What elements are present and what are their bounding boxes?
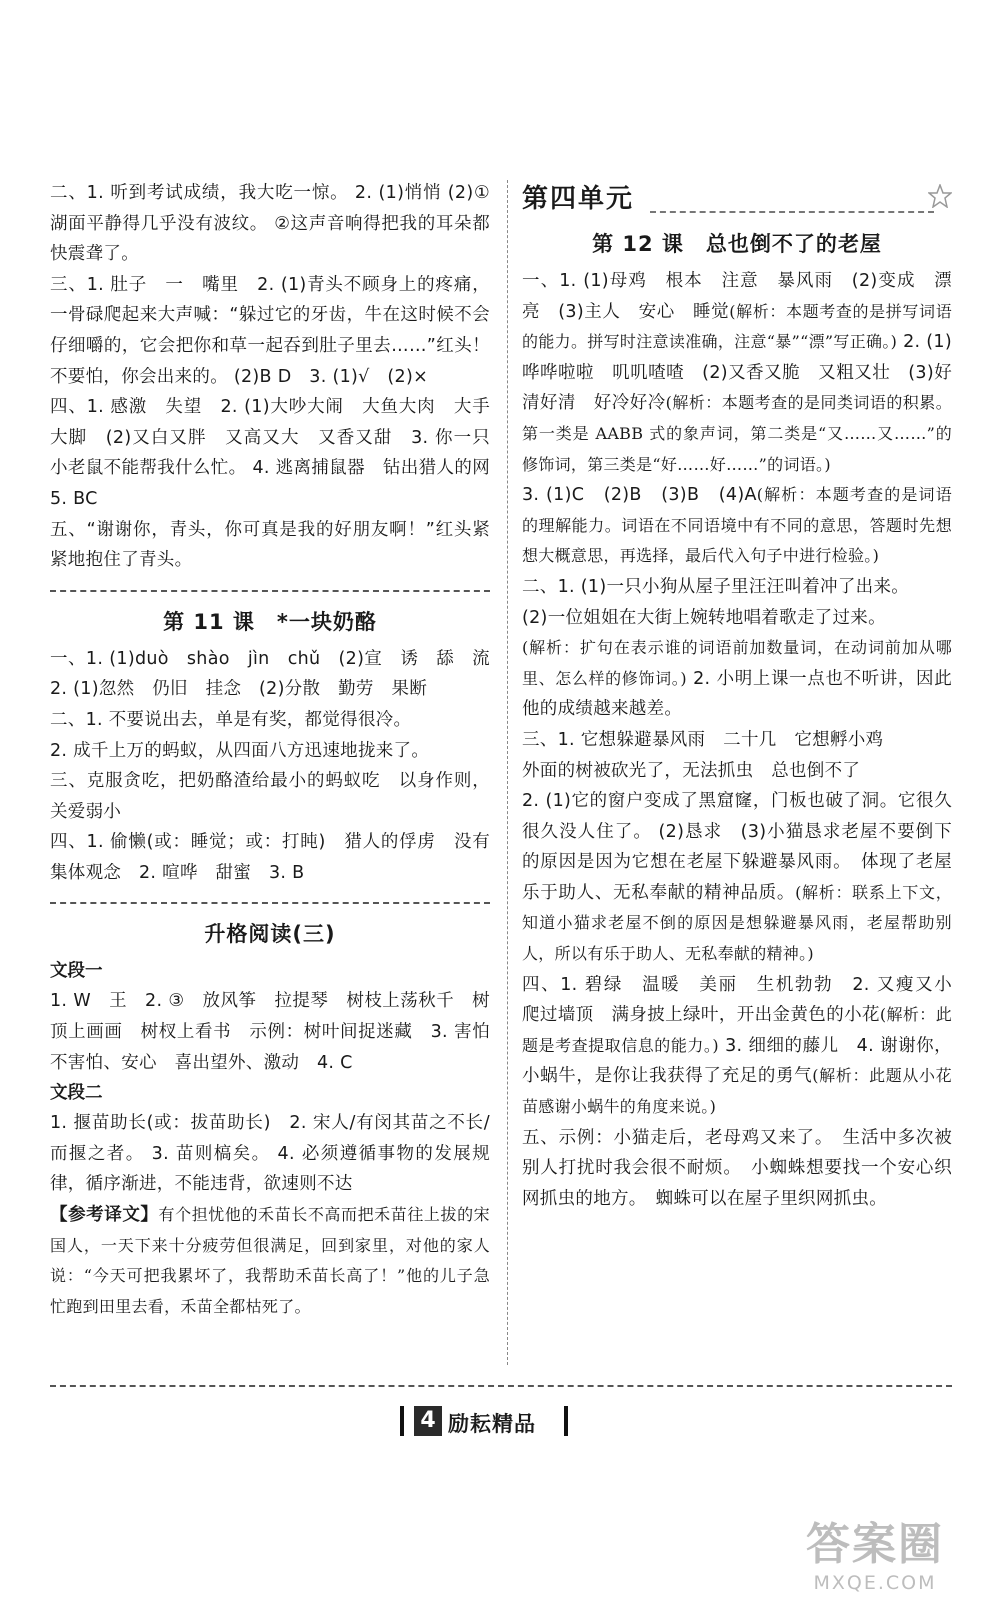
- analysis-note: (解析：此题从小花苗感谢小蜗牛的角度来说。): [522, 1066, 952, 1117]
- answer-block: [522, 786, 952, 970]
- analysis-note: (解析：本题考查的是词语的理解能力。词语在不同语境中有不同的意思，答题时先想想大概意思，再选择，最后代入句子中进行检验。): [522, 485, 953, 566]
- analysis-note: (解析：本题考查的是拼写词语的能力。拼写时注意读准确，注意“暴”“漂”写正确。): [522, 301, 952, 352]
- answer-text: 2. (1)它的窗户变成了黑窟窿，门板也破了洞。它很久很久没人住了。 (2)恳求 (3)小猫恳求老屋不要倒下的原因是因为它想在老屋下躲避暴风雨。 体现了老屋乐于助人、无私奉献的精神品质。: [522, 791, 952, 903]
- answer-text: 2. 小明上课一点也不听讲，因此他的成绩越来越差。: [522, 668, 952, 720]
- site-watermark: [770, 1508, 980, 1592]
- answer-block: 五、“谢谢你，青头，你可真是我的好朋友啊！”红头紧紧地抱住了青头。: [50, 519, 490, 571]
- analysis-note: (解析：此题是考查提取信息的能力。): [522, 1005, 952, 1055]
- answer-block: 五、示例：小猫走后，老母鸡又来了。 生活中多次被别人打扰时我会很不耐烦。 小蜘蛛想要找一个安心织网抓虫的地方。 蜘蛛可以在屋子里织网抓虫。: [522, 1127, 952, 1209]
- bottom-separator: [50, 1385, 952, 1387]
- column-divider: [507, 180, 508, 1365]
- answer-text: 2. (1)哗哗啦啦 叽叽喳喳 (2)又香又脆 又粗又壮 (3)好清好清 好冷好冷: [522, 332, 952, 414]
- answer-text: 一、1. (1)母鸡 根本 注意 暴风雨 (2)变成 漂亮 (3)主人 安心 睡觉: [522, 271, 952, 322]
- lesson-11-title: 第 11 课 *一块奶酪: [163, 609, 377, 634]
- brand-name: 励耘精品: [448, 1412, 536, 1436]
- unit-header: [522, 178, 952, 218]
- answer-text: 3. (1)C (2)B (3)B (4)A: [522, 485, 757, 506]
- answer-block: [522, 970, 970, 1123]
- section-label: 文段一: [50, 961, 103, 982]
- footer-bar-left: [400, 1406, 404, 1436]
- footer-bar-right: [564, 1406, 568, 1436]
- unit-underline: [650, 211, 934, 213]
- answer-block: 三、克服贪吃，把奶酪渣给最小的蚂蚁吃 以身作则，关爱弱小: [50, 771, 490, 822]
- answer-block: [522, 266, 952, 480]
- answer-block: [522, 480, 952, 572]
- section-label: 文段二: [50, 1083, 103, 1104]
- analysis-note: (解析：本题考查的是同类词语的积累。第一类是 AABB 式的象声词，第二类是“又……又……”的修饰词，第三类是“好……好……”的词语。): [522, 393, 952, 474]
- right-column: [522, 178, 970, 1214]
- answer-block: 2. 成千上万的蚂蚁，从四面八方迅速地拢来了。: [50, 740, 430, 761]
- answer-block: 三、1. 它想躲避暴风雨 二十几 它想孵小鸡: [522, 729, 884, 750]
- analysis-note: (解析：扩句在表示谁的词语前加数量词，在动词前加从哪里、怎么样的修饰词。): [522, 638, 952, 688]
- answer-block: 二、1. 不要说出去，单是有奖，都觉得很冷。: [50, 709, 412, 730]
- reference-translation: [50, 1200, 490, 1322]
- page-footer: [400, 1404, 600, 1438]
- section-separator: [50, 590, 490, 592]
- reference-label: 【参考译文】: [50, 1205, 159, 1226]
- answer-block: 二、1. 听到考试成绩，我大吃一惊。 2. (1)悄悄 (2)①湖面平静得几乎没有波纹。 ②这声音响得把我的耳朵都快震聋了。: [50, 183, 490, 265]
- answer-block: [522, 633, 952, 725]
- reference-text: 有个担忧他的禾苗长不高而把禾苗往上拔的宋国人，一天下来十分疲劳但很满足，回到家里，对他的家人说：“今天可把我累坏了，我帮助禾苗长高了！”他的儿子急忙跑到田里去看，禾苗全都枯死了。: [50, 1205, 490, 1316]
- answer-block: 1. W 王 2. ③ 放风筝 拉提琴 树枝上荡秋千 树顶上画画 树杈上看书 示例：树叶间捉迷藏 3. 害怕 不害怕、安心 喜出望外、激动 4. C: [50, 991, 508, 1073]
- section-separator: [50, 902, 490, 904]
- left-column: [50, 178, 508, 1322]
- analysis-note: (解析：联系上下文，知道小猫求老屋不倒的原因是想躲避暴风雨，老屋帮助别人，所以有乐于助人、无私奉献的精神。): [522, 882, 952, 964]
- watermark-logo-text: 答案圈: [806, 1519, 944, 1570]
- answer-text: 3. 细细的藤儿 4. 谢谢你，小蜗牛，是你让我获得了充足的勇气: [522, 1035, 952, 1087]
- unit-title: 第四单元: [522, 184, 635, 214]
- reading-title: 升格阅读(三): [204, 922, 336, 947]
- answer-block: 四、1. 偷懒(或：睡觉；或：打盹) 猎人的俘虏 没有集体观念 2. 喧哗 甜蜜 3. B: [50, 832, 490, 883]
- answer-block: 一、1. (1)duò shào jìn chǔ (2)宣 诱 舔 流 2. (1)忽然 仍旧 挂念 (2)分散 勤劳 果断: [50, 648, 508, 700]
- page-number: 4: [414, 1406, 442, 1436]
- lesson-12-title: 第 12 课 总也倒不了的老屋: [592, 232, 882, 256]
- answer-block: 二、1. (1)一只小狗从屋子里汪汪叫着冲了出来。: [522, 576, 910, 597]
- answer-block: 外面的树被砍光了，无法抓虫 总也倒不了: [522, 760, 861, 781]
- answer-block: 四、1. 感激 失望 2. (1)大吵大闹 大鱼大肉 大手大脚 (2)又白又胖 又高又大 又香又甜 3. 你一只小老鼠不能帮我什么忙。 4. 逃离捕鼠器 钻出猎人的网 5. BC: [50, 397, 508, 509]
- watermark-url: MXQE.COM: [813, 1572, 937, 1594]
- star-icon: [928, 184, 952, 208]
- answer-block: 1. 揠苗助长(或：拔苗助长) 2. 宋人/有闵其苗之不长/而揠之者。 3. 苗则槁矣。 4. 必须遵循事物的发展规律，循序渐进，不能违背，欲速则不达: [50, 1113, 490, 1195]
- answer-text: 四、1. 碧绿 温暖 美丽 生机勃勃 2. 又瘦又小 爬过墙顶 满身披上绿叶，开出金黄色的小花: [522, 974, 970, 1026]
- answer-block: (2)一位姐姐在大街上婉转地唱着歌走了过来。: [522, 607, 886, 628]
- answer-block: 三、1. 肚子 一 嘴里 2. (1)青头不顾身上的疼痛，一骨碌爬起来大声喊：“躲过它的牙齿，牛在这时候不会仔细嚼的，它会把你和草一起吞到肚子里去……”红头！不要怕，你会出来的。 (2)B D 3. (1)√ (2)×: [50, 274, 490, 387]
